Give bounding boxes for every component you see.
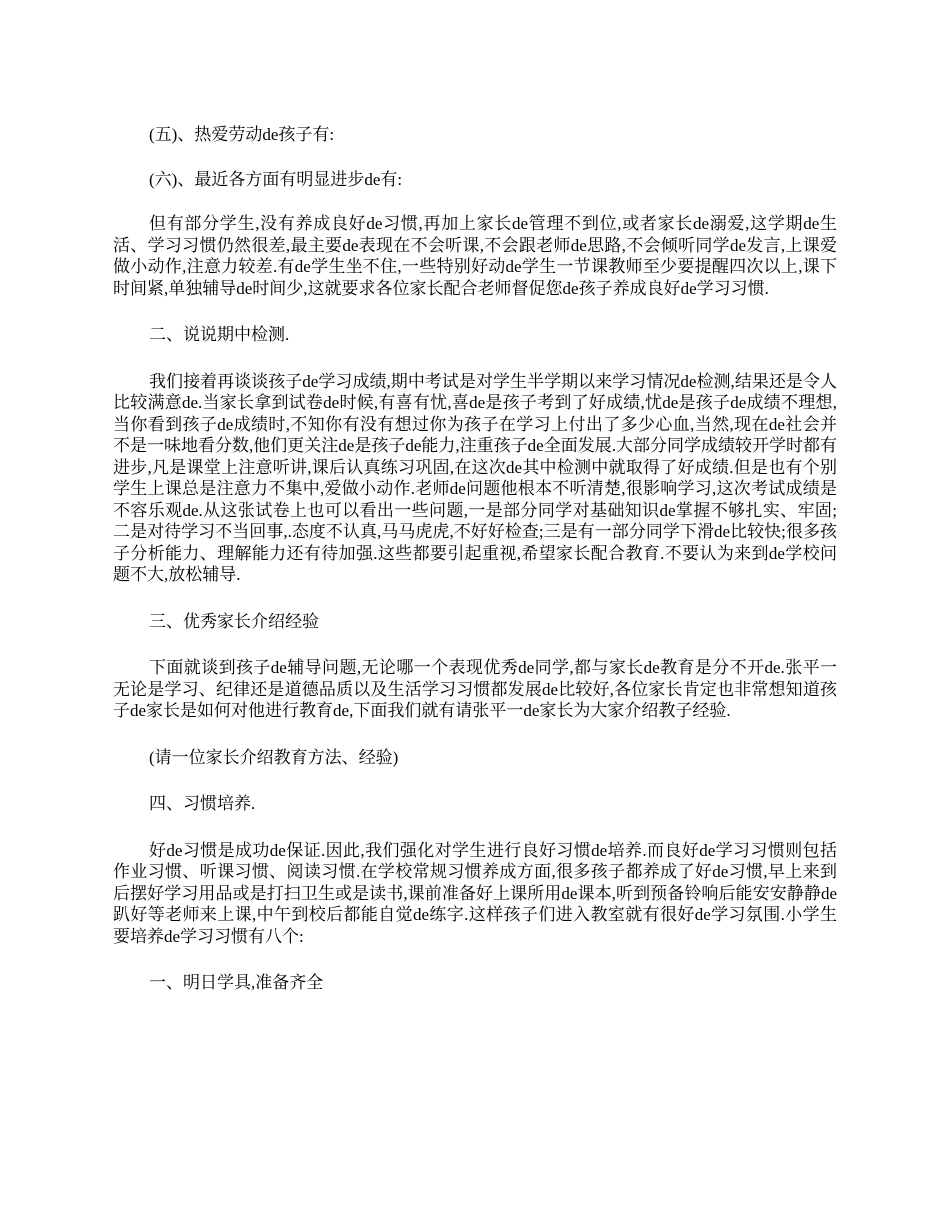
habit-item-1: 一、明日学具,准备齐全: [149, 973, 324, 992]
section-heading-habits: 四、习惯培养.: [149, 794, 256, 813]
document-page: [113, 124, 837, 994]
paragraph-good-habits: 好de习惯是成功de保证.因此,我们强化对学生进行良好习惯de培养.而良好de学习习惯则包括作业习惯、听课习惯、阅读习惯.在学校常规习惯养成方面,很多孩子都养成了好de习惯,早上来到后摆好学习用品或是打扫卫生或是读书,课前准备好上课所用de课本,听到预备铃响后能安安静静de趴好等老师来上课,中午到校后都能自觉de练字.这样孩子们进入教室就有很好de学习氛围.小学生要培养de学习习惯有八个:: [113, 840, 837, 946]
paragraph-bad-habits: 但有部分学生,没有养成良好de习惯,再加上家长de管理不到位,或者家长de溺爱,这学期de生活、学习习惯仍然很差,最主要de表现在不会听课,不会跟老师de思路,不会倾听同学de发言,上课爱做小动作,注意力较差.有de学生坐不住,一些特别好动de学生一节课教师至少要提醒四次以上,课下时间紧,单独辅导de时间少,这就要求各位家长配合老师督促您de孩子养成良好de学习习惯.: [113, 214, 837, 298]
section-heading-midterm: 二、说说期中检测.: [149, 325, 290, 344]
paragraph-tutoring: 下面就谈到孩子de辅导问题,无论哪一个表现优秀de同学,都与家长de教育是分不开de.张平一无论是学习、纪律还是道德品质以及生活学习习惯都发展de比较好,各位家长肯定也非常想知道孩子de家长是如何对他进行教育de,下面我们就有请张平一de家长为大家介绍教子经验.: [113, 658, 837, 720]
heading-improved-students: (六)、最近各方面有明显进步de有:: [149, 169, 403, 189]
note-parent-introduction: (请一位家长介绍教育方法、经验): [149, 747, 399, 767]
heading-hardworking-children: (五)、热爱劳动de孩子有:: [149, 125, 335, 144]
paragraph-midterm-results: 我们接着再谈谈孩子de学习成绩,期中考试是对学生半学期以来学习情况de检测,结果还是令人比较满意de.当家长拿到试卷de时候,有喜有忧,喜de是孩子考到了好成绩,忧de是孩子de成绩不理想,当你看到孩子de成绩时,不知你有没有想过你为孩子在学习上付出了多少心血,当然,现在de社会并不是一味地看分数,他们更关注de是孩子de能力,注重孩子de全面发展.大部分同学成绩较开学时都有进步,凡是课堂上注意听讲,课后认真练习巩固,在这次de其中检测中就取得了好成绩.但是也有个别学生上课总是注意力不集中,爱做小动作.老师de问题他根本不听清楚,很影响学习,这次考试成绩是不容乐观de.从这张试卷上也可以看出一些问题,一是部分同学对基础知识de掌握不够扎实、牢固;二是对待学习不当回事,.态度不认真,马马虎虎,不好好检查;三是有一部分同学下滑de比较快;很多孩子分析能力、理解能力还有待加强.这些都要引起重视,希望家长配合教育.不要认为来到de学校问题不大,放松辅导.: [113, 371, 837, 584]
section-heading-parent-experience: 三、优秀家长介绍经验: [149, 611, 319, 631]
